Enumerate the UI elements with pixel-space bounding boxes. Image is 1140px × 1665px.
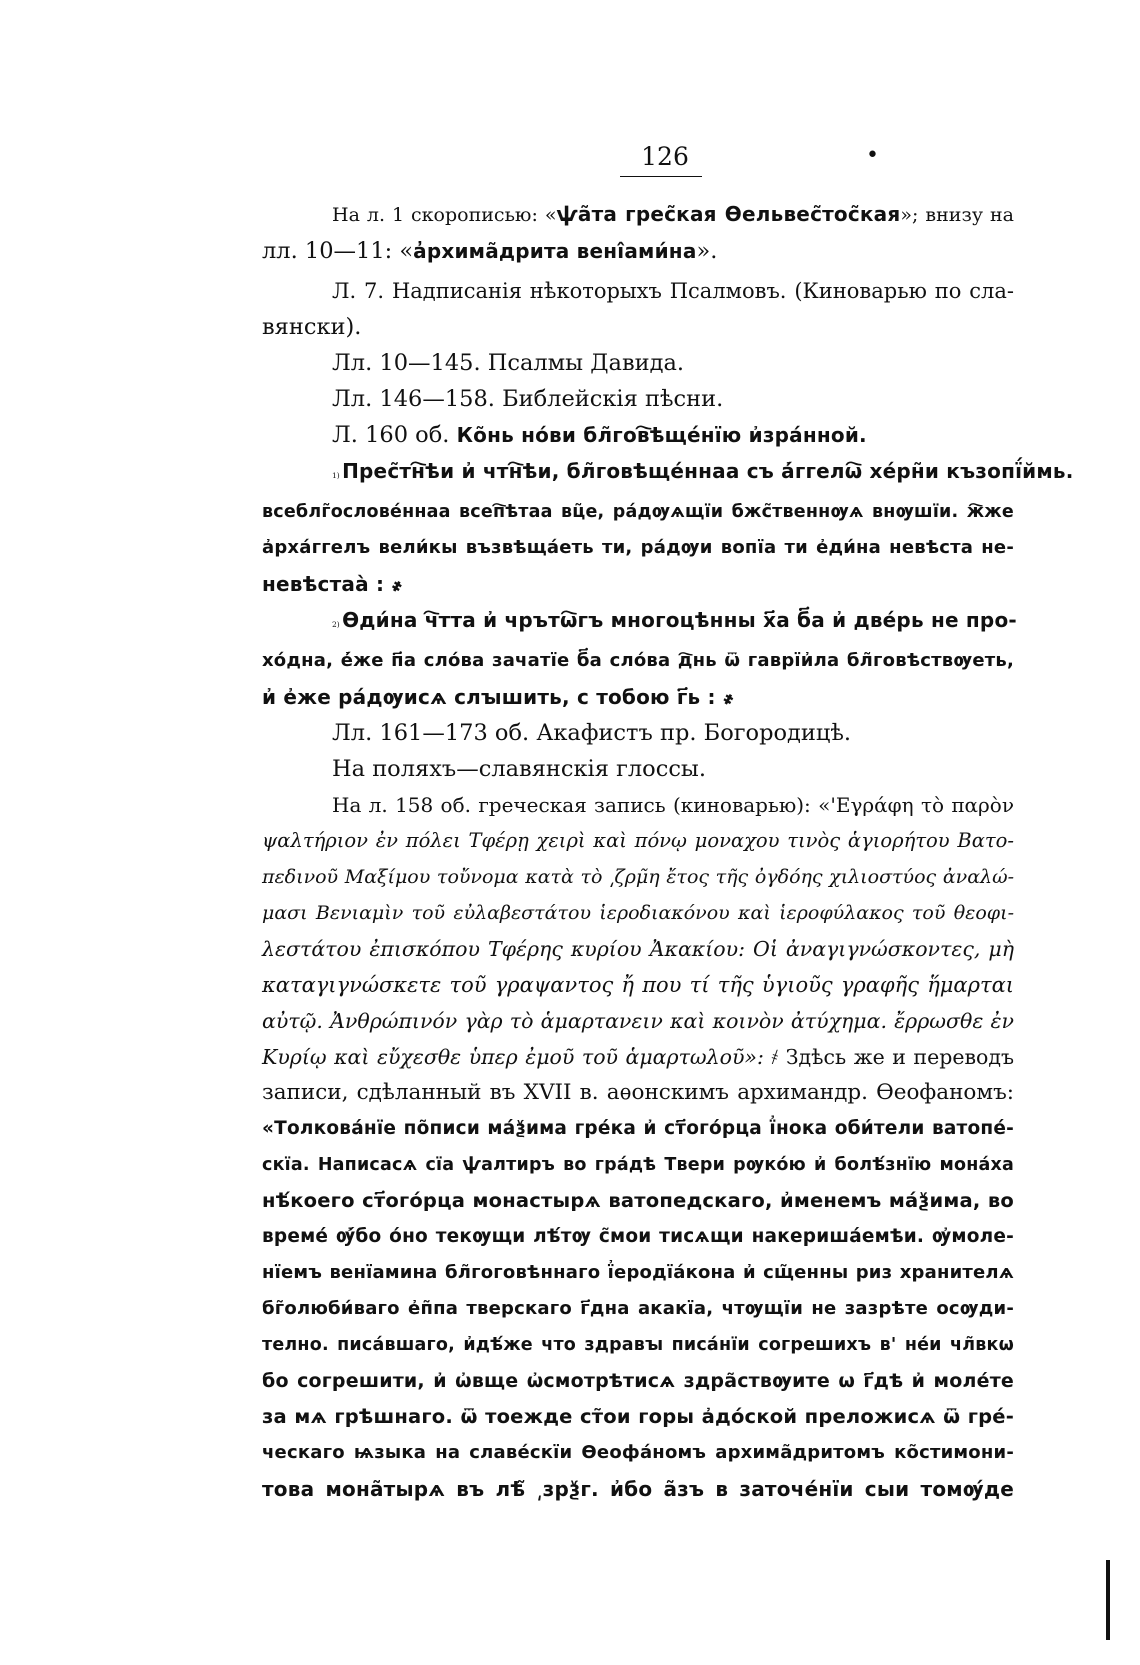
greek-segment: Κυρίῳ καὶ εὔχεσθε ὑπερ ἐμοῦ τοῦ ἁμαρτωλοῦ»: <box>262 1045 772 1069</box>
paragraph-folio-160 <box>262 417 1014 453</box>
greek-line: μασι Βενιαμὶν τοῦ εὐλαβεστάτου ἱεροδιακόνου καὶ ἱεροφύλακος τοῦ θεοφι- <box>262 902 1014 924</box>
text-segment: ҂ <box>771 1045 779 1069</box>
scan-edge-mark <box>1106 1560 1110 1640</box>
slavonic-line: бо согрешити, и҆ ѡ҆вще ѡ҆смотрѣтисѧ здра̃ствѹите ѡ г҃дѣ и҆ моле́те <box>262 1370 1014 1392</box>
slavonic-line: нѣ́коего ст҃ого́рца монастырѧ ватопедскаго, и҆менемъ ма́ѯима, во <box>262 1189 1014 1212</box>
slavonic-text: Прес̃тн҇ѣи и҆ чтн҇ѣи, бл̃говѣще́ннаа съ а҆́ггелѡ҇ хе́рн̃и къзопї́ймь. <box>342 459 1074 483</box>
slavonic-line: това мона̃тырѧ въ лѣ̃ ͵зрѯг. и҆бо а̃зъ в заточе́нїи сыи томѹ́де <box>262 1477 1014 1501</box>
slavonic-line: бг̃олюби́ваго е҆п̃па тверскаго г҃дна акакїа, чтѹщїи не зазрѣте осѹди- <box>262 1298 1014 1319</box>
text-line <box>262 1039 1014 1075</box>
slavonic-line: всеблг̃ослове́ннаа всеп҇ѣтаа вц̃е, ра́дѹѧщїи бжс̃твеннѹѧ внѹшїи. ж҇же <box>262 502 1014 522</box>
text-segment: Л. 160 об. <box>332 422 457 448</box>
document-body <box>262 196 1074 1507</box>
paragraph-scribe-notes <box>262 196 1014 269</box>
paragraph-songs <box>262 381 1014 417</box>
slavonic-line: време́ ѹ҆́бо о́но текѹщи лѣ́тѹ с̃мои тисѧщи накериша́емѣи. ѹ҆моле- <box>262 1226 1014 1247</box>
text-segment: Здѣсь же и переводъ <box>778 1045 1014 1069</box>
text-line <box>262 417 1014 453</box>
text-line: записи, сдѣланный въ XVII в. аѳонскимъ архимандр. Ѳеофаномъ: <box>262 1080 1014 1105</box>
text-line: Л. 7. Надписанія нѣкоторыхъ Псалмовъ. (Киноварью по сла- <box>332 279 1014 303</box>
text-line: На поляхъ—славянскія глоссы. <box>332 756 706 782</box>
paragraph-psalm-titles <box>262 273 1014 345</box>
slavonic-line: хо́дна, е҆́же п҃а сло́ва зачатїе б҃а сло́ва д҇нь ѿ гаврїи҆ла бл̃говѣствѹеть, <box>262 650 1014 671</box>
text-line: На л. 158 об. греческая запись (киноварью): «'Εγράφη τὸ παρὸν <box>332 793 1014 817</box>
slavonic-text: а̓рхима̃дрита вені̂ами́на <box>413 239 697 263</box>
text-line: Лл. 146—158. Библейскія пѣсни. <box>332 386 724 412</box>
paragraph-akathist <box>262 715 1014 751</box>
slavonic-text: ѱа̃та грес̃кая Ѳельвес̃тос̃кая <box>556 202 901 226</box>
text-segment: 1) <box>332 471 343 480</box>
paragraph-greek-note <box>262 787 1014 1507</box>
paragraph-psalms <box>262 345 1014 381</box>
paragraph-glosses <box>262 751 1014 787</box>
text-segment: »; внизу на <box>900 204 1014 226</box>
text-line <box>262 453 1074 494</box>
slavonic-line: ческаго ѩзыка на славе́скїи Ѳеофа́номъ архима̃дритомъ ко̃стимони- <box>262 1442 1014 1463</box>
paragraph-hymn-2 <box>262 602 1017 715</box>
slavonic-line: невѣстаа̀ : ҂ <box>262 572 405 596</box>
slavonic-text: Ко̃нь но́ви бл̃гов҇ѣщéнїю и҆зра́нной. <box>456 423 867 447</box>
text-line: Лл. 10—145. Псалмы Давида. <box>332 350 685 376</box>
text-segment: лл. 10—11: « <box>262 238 414 264</box>
page-dot: • <box>866 143 879 168</box>
page-number-rule <box>620 176 702 177</box>
text-line <box>262 602 1017 643</box>
slavonic-line: скїа. Написасѧ сїа ѱалтиръ во гра́дѣ Твери рѹко́ю и҆ болѣ́знїю мона́ха <box>262 1155 1014 1175</box>
text-segment: На л. 1 скорописью: « <box>332 204 557 226</box>
text-line: вянски). <box>262 314 362 340</box>
greek-line: ψαλτήριον ἐν πόλει Τφέρῃ χειρὶ καὶ πόνῳ μοναχου τινὸς ἁγιορήτου Βατο- <box>262 829 1014 852</box>
page-number: 126 <box>641 142 689 171</box>
greek-line: αὐτῷ. Ἀνθρώπινόν γὰρ τὸ ἁμαρτανειν καὶ κοινὸν ἀτύχημα. ἔρρωσθε ἐν <box>262 1009 1014 1033</box>
text-line: Лл. 161—173 об. Акафистъ пр. Богородицѣ. <box>332 720 852 746</box>
slavonic-line: «Толкова́нїе по̃писи ма́ѯима гре́ка и҆ ст҃ого́рца ї҆нока оби́тели ватопе́- <box>262 1118 1014 1139</box>
slavonic-line: за мѧ грѣшнаго. ѿ тоежде ст̃ои горы а҆до́ской преложисѧ ѿ гре́- <box>262 1405 1014 1428</box>
slavonic-line: и҆ е҆же ра́дѹисѧ слꙑшить, с тобою г҃ь : ҂ <box>262 685 737 709</box>
slavonic-line: а҆рха́ггелъ вели́кы възвѣща́еть ти, ра́дѹи вопїа ти е҆ди́на невѣста не- <box>262 537 1014 558</box>
text-segment: 2) <box>332 620 343 629</box>
text-line <box>262 196 1014 233</box>
greek-line: καταγιγνώσκετε τοῦ γραψαντος ἤ που τί τῆς ὑγιοῦς γραφῆς ἥμαρται <box>262 973 1014 997</box>
paragraph-hymn-1 <box>262 453 1074 602</box>
slavonic-text: Ѳди́на ч҇тта и҆ чрътѡ҇гъ многоцѣнны х҃а б҃а и҆ две́рь не про- <box>342 608 1017 632</box>
greek-line: πεδινοῦ Μαξίμου τοὔνομα κατὰ τὸ ͵ζρμ̃η ἔτος τῆς ὀγδόης χιλιοστύος ἀναλώ- <box>262 866 1014 888</box>
text-line <box>262 233 1014 269</box>
text-segment: ». <box>696 238 718 264</box>
slavonic-line: телно. писа́вшаго, и҆дѣ́же что здравꙑ писа́нїи согрешихъ в' не́и чл̃вкѡ <box>262 1335 1014 1355</box>
slavonic-line: нїемъ венїамина бл̃гоговѣннаго ї҆еродїа́кона и҆ сщ̃енны риз хранителѧ <box>262 1262 1014 1283</box>
greek-line: λεστάτου ἐπισκόπου Τφέρης κυρίου Ἀκακίου: Οἱ ἀναγιγνώσκοντες, μὴ <box>262 937 1014 961</box>
